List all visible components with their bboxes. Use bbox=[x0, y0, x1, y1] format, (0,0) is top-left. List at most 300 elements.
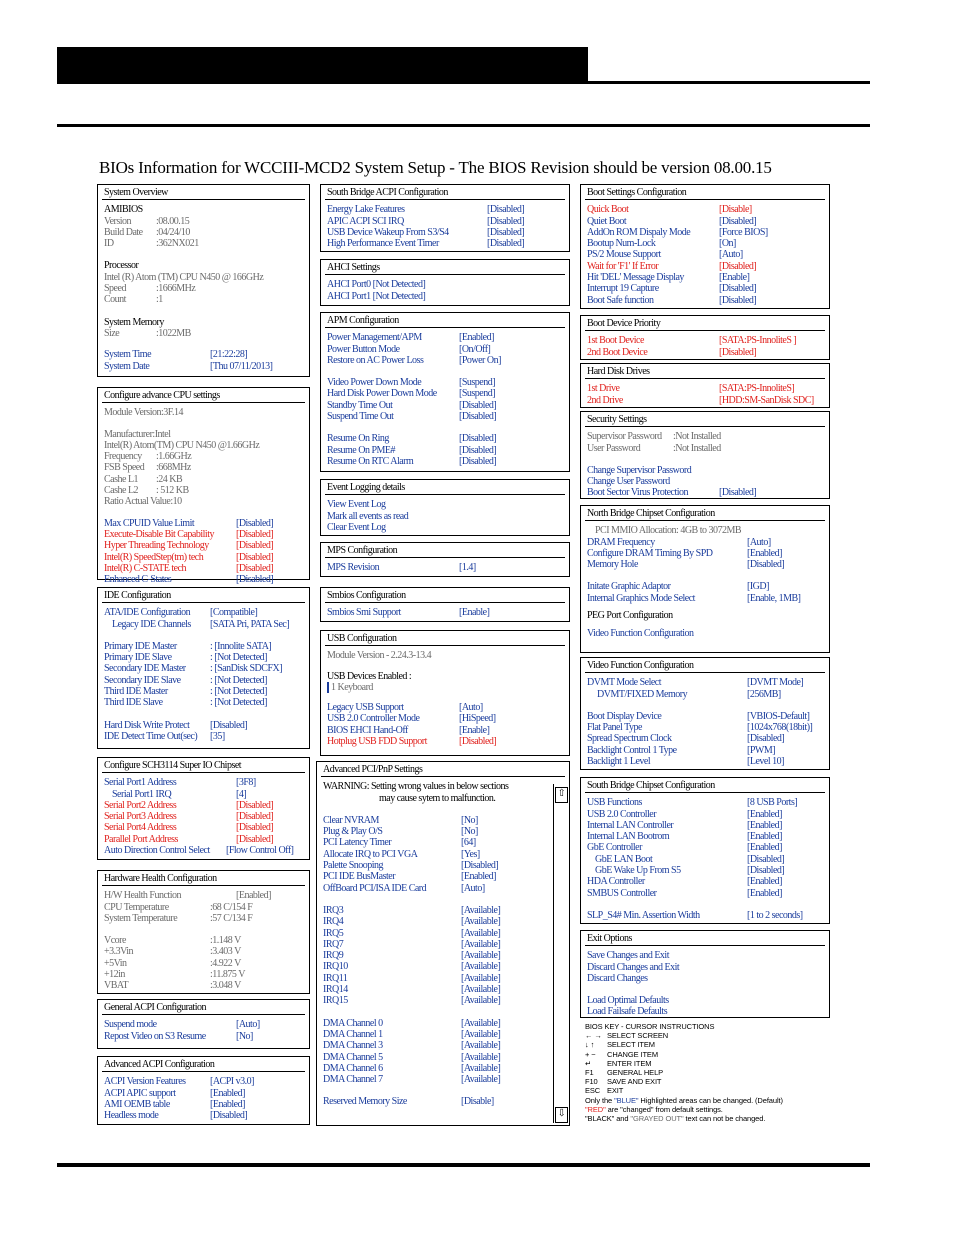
key-description: EXIT bbox=[607, 1086, 624, 1096]
sb-acpi-setting[interactable] bbox=[327, 204, 563, 215]
setting-label: Cashe L2 bbox=[104, 485, 139, 497]
setting-value: :4.922 V bbox=[210, 957, 241, 969]
setting-value: [HDD:SM-SanDisk SDC] bbox=[719, 394, 814, 406]
setting-label: +12in bbox=[104, 969, 125, 981]
smbios-smi-support[interactable] bbox=[327, 607, 563, 618]
boot-setting[interactable] bbox=[587, 238, 823, 249]
key-glyph-icon: + − bbox=[585, 1049, 596, 1059]
setting-value: : [Not Detected] bbox=[210, 674, 267, 686]
nb-graphics-setting[interactable] bbox=[587, 581, 823, 592]
sio-setting[interactable] bbox=[104, 834, 303, 845]
pci-mmio-allocation: PCI MMIO Allocation: 4GB to 3072MB bbox=[595, 525, 742, 537]
cpu-module-version: Module Version:3F.14 bbox=[104, 407, 184, 419]
setting-value: [Disabled] bbox=[719, 215, 757, 227]
load-defaults-option[interactable]: Load Optimal Defaults bbox=[587, 995, 669, 1007]
dvmt-memory[interactable] bbox=[587, 689, 823, 700]
note-red-text: "RED" bbox=[585, 1104, 606, 1114]
panel-title: APM Configuration bbox=[325, 315, 565, 328]
ide-drive[interactable] bbox=[104, 697, 303, 708]
load-defaults-option[interactable]: Load Failsafe Defaults bbox=[587, 1006, 668, 1018]
setting-label: Resume On PME# bbox=[327, 444, 395, 456]
pci-setting[interactable] bbox=[323, 826, 563, 837]
setting-label: DVMT/FIXED Memory bbox=[597, 688, 688, 700]
exit-option[interactable]: Discard Changes bbox=[587, 972, 648, 984]
pci-irq[interactable] bbox=[323, 950, 563, 961]
setting-value: [Available] bbox=[461, 1062, 501, 1074]
hard-disk-drive[interactable] bbox=[587, 395, 823, 406]
ide-drive[interactable] bbox=[104, 663, 303, 674]
setting-label: +3.3Vin bbox=[104, 946, 134, 958]
setting-value: [1.4] bbox=[459, 562, 476, 574]
note-text: Highlighted areas can be changed. (Default) bbox=[638, 1095, 783, 1105]
key-legend-row bbox=[585, 1077, 783, 1086]
pci-dma[interactable] bbox=[323, 1063, 563, 1074]
security-action[interactable]: Change User Password bbox=[587, 476, 670, 488]
ide-hd-write-protect[interactable] bbox=[104, 720, 303, 731]
exit-option[interactable]: Save Changes and Exit bbox=[587, 950, 669, 962]
event-log-action[interactable]: Mark all events as read bbox=[327, 510, 409, 522]
pci-irq[interactable] bbox=[323, 905, 563, 916]
setting-label: Plug & Play O/S bbox=[323, 826, 383, 838]
setting-value: [Disabled] bbox=[459, 433, 497, 445]
acpi-adv-setting[interactable] bbox=[104, 1099, 303, 1110]
security-action[interactable]: Change Supervisor Password bbox=[587, 464, 692, 476]
setting-value: [On] bbox=[719, 238, 736, 250]
setting-label: Suspend mode bbox=[104, 1019, 157, 1031]
ide-legacy-channels[interactable] bbox=[104, 619, 303, 630]
boot-setting[interactable] bbox=[587, 216, 823, 227]
scrollbar[interactable] bbox=[553, 784, 567, 1123]
setting-label: OffBoard PCI/ISA IDE Card bbox=[323, 882, 427, 894]
panel-title: Boot Device Priority bbox=[585, 318, 825, 331]
setting-value: [Available] bbox=[461, 916, 501, 928]
boot-device[interactable] bbox=[587, 347, 823, 358]
key-legend-row bbox=[585, 1086, 783, 1095]
setting-label: Size bbox=[104, 327, 120, 339]
setting-label: Third IDE Master bbox=[104, 686, 168, 698]
setting-value: [Enabled] bbox=[747, 831, 782, 843]
setting-value: [Force BIOS] bbox=[719, 226, 768, 238]
nb-setting[interactable] bbox=[587, 559, 823, 570]
setting-value: [Disabled] bbox=[459, 411, 497, 423]
sio-setting[interactable] bbox=[104, 811, 303, 822]
video-setting[interactable] bbox=[587, 733, 823, 744]
setting-value: [SATA:PS-InnoliteS ] bbox=[719, 335, 797, 347]
scroll-down-arrow-icon[interactable]: ⇩ bbox=[555, 1107, 568, 1123]
setting-value: [Disabled] bbox=[747, 853, 785, 865]
pci-dma[interactable] bbox=[323, 1029, 563, 1040]
setting-value: [Disabled] bbox=[236, 822, 274, 834]
ide-detect-timeout[interactable] bbox=[104, 731, 303, 742]
panel-smbios bbox=[320, 587, 570, 622]
panel-boot-device-priority bbox=[580, 315, 830, 360]
setting-value: [Disable] bbox=[461, 1096, 494, 1108]
panel-title: Configure advance CPU settings bbox=[102, 390, 305, 403]
key-glyph-icon: ↓ ↑ bbox=[585, 1040, 595, 1050]
sio-setting[interactable] bbox=[104, 777, 303, 788]
boot-setting[interactable] bbox=[587, 261, 823, 272]
cpu-setting[interactable] bbox=[104, 563, 303, 574]
setting-value: [Disabled] bbox=[487, 238, 525, 250]
setting-label: Supervisor Password bbox=[587, 431, 662, 443]
pci-irq[interactable] bbox=[323, 928, 563, 939]
setting-label: Spread Spectrum Clock bbox=[587, 733, 672, 745]
setting-label: USB 2.0 Controller bbox=[587, 808, 657, 820]
setting-label: Boot Safe function bbox=[587, 294, 654, 306]
sb-chipset-setting[interactable] bbox=[587, 809, 823, 820]
bios-version bbox=[104, 216, 303, 227]
event-log-action[interactable]: View Event Log bbox=[327, 499, 386, 511]
amibios-heading: AMIBIOS bbox=[104, 204, 143, 216]
setting-value: [Available] bbox=[461, 1040, 501, 1052]
acpi-setting[interactable] bbox=[104, 1019, 303, 1030]
ide-drive[interactable] bbox=[104, 675, 303, 686]
setting-label: USB Device Wakeup From S3/S4 bbox=[327, 226, 449, 238]
setting-value: [Disabled] bbox=[719, 346, 757, 358]
setting-value: :11.875 V bbox=[210, 969, 245, 981]
panel-title: Exit Options bbox=[585, 933, 825, 946]
pci-setting[interactable] bbox=[323, 883, 563, 894]
pci-irq[interactable] bbox=[323, 984, 563, 995]
sb-chipset-setting[interactable] bbox=[587, 854, 823, 865]
pci-setting[interactable] bbox=[323, 815, 563, 826]
sb-chipset-setting[interactable] bbox=[587, 842, 823, 853]
setting-value: :362NX021 bbox=[156, 238, 199, 250]
mps-revision[interactable] bbox=[327, 562, 563, 573]
setting-label: Wait for 'F1' If Error bbox=[587, 260, 659, 272]
sb-acpi-setting[interactable] bbox=[327, 238, 563, 249]
setting-label: AMI OEMB table bbox=[104, 1098, 170, 1110]
setting-value: [No] bbox=[461, 814, 478, 826]
setting-value: [256MB] bbox=[747, 688, 781, 700]
setting-label: FSB Speed bbox=[104, 462, 145, 474]
key-legend-row bbox=[585, 1068, 783, 1077]
sb-chipset-setting[interactable] bbox=[587, 831, 823, 842]
key-note-black bbox=[585, 1114, 783, 1123]
setting-label: Headless mode bbox=[104, 1110, 159, 1122]
setting-value: : [Not Detected] bbox=[210, 652, 267, 664]
panel-title: Security Settings bbox=[585, 414, 825, 427]
setting-value: :1 bbox=[156, 294, 163, 306]
apm-resume-setting[interactable] bbox=[327, 433, 563, 444]
boot-setting[interactable] bbox=[587, 283, 823, 294]
setting-label: Memory Hole bbox=[587, 559, 638, 571]
setting-value: [Disabled] bbox=[719, 260, 757, 272]
apm-setting[interactable] bbox=[327, 344, 563, 355]
hw-voltage bbox=[104, 969, 303, 980]
exit-option[interactable]: Discard Changes and Exit bbox=[587, 961, 680, 973]
sb-acpi-setting[interactable] bbox=[327, 216, 563, 227]
ide-drive[interactable] bbox=[104, 641, 303, 652]
setting-label: Configure DRAM Timing By SPD bbox=[587, 547, 713, 559]
key-description: SELECT ITEM bbox=[607, 1040, 655, 1050]
sb-chipset-setting[interactable] bbox=[587, 797, 823, 808]
pci-setting[interactable] bbox=[323, 837, 563, 848]
header-bar bbox=[57, 47, 588, 81]
key-legend-row bbox=[585, 1031, 783, 1040]
setting-value: [Auto] bbox=[459, 702, 483, 714]
apm-setting[interactable] bbox=[327, 400, 563, 411]
sb-chipset-setting[interactable] bbox=[587, 876, 823, 887]
pci-reserved-memory[interactable] bbox=[323, 1096, 563, 1107]
boot-setting[interactable] bbox=[587, 227, 823, 238]
setting-label: BIOS EHCI Hand-Off bbox=[327, 724, 408, 736]
pci-irq[interactable] bbox=[323, 995, 563, 1006]
panel-ahci bbox=[320, 259, 570, 306]
peg-port-configuration[interactable]: PEG Port Configuration bbox=[587, 610, 673, 622]
setting-label: DMA Channel 5 bbox=[323, 1051, 383, 1063]
setting-value: [Disabled] bbox=[459, 444, 497, 456]
setting-value: [Level 10] bbox=[747, 756, 784, 768]
usb-setting[interactable] bbox=[327, 713, 563, 724]
setting-label: Secondary IDE Slave bbox=[104, 674, 181, 686]
key-description: SAVE AND EXIT bbox=[607, 1077, 662, 1087]
note-blue-text: "BLUE" bbox=[614, 1095, 639, 1105]
processor-speed bbox=[104, 283, 303, 294]
setting-value: [Disabled] bbox=[210, 1110, 248, 1122]
video-setting[interactable] bbox=[587, 756, 823, 767]
ide-ata-config[interactable] bbox=[104, 607, 303, 618]
setting-label: PCI IDE BusMaster bbox=[323, 871, 396, 883]
setting-label: Internal LAN Controller bbox=[587, 819, 674, 831]
processor-heading: Processor bbox=[104, 260, 139, 272]
acpi-setting[interactable] bbox=[104, 1031, 303, 1042]
setting-label: 2nd Drive bbox=[587, 394, 623, 406]
setting-value: [On/Off] bbox=[459, 343, 491, 355]
setting-label: Intel(R) SpeedStep(tm) tech bbox=[104, 551, 204, 563]
setting-label: Initate Graphic Adaptor bbox=[587, 581, 671, 593]
pci-irq[interactable] bbox=[323, 961, 563, 972]
pci-dma[interactable] bbox=[323, 1018, 563, 1029]
sio-auto-direction[interactable] bbox=[104, 845, 303, 856]
ide-drive[interactable] bbox=[104, 686, 303, 697]
apm-setting[interactable] bbox=[327, 411, 563, 422]
sb-chipset-setting[interactable] bbox=[587, 888, 823, 899]
apm-setting[interactable] bbox=[327, 388, 563, 399]
setting-label: Serial Port2 Address bbox=[104, 799, 177, 811]
setting-label: 1st Drive bbox=[587, 383, 620, 395]
apm-resume-setting[interactable] bbox=[327, 445, 563, 456]
apm-setting[interactable] bbox=[327, 355, 563, 366]
cpu-cache-l1 bbox=[104, 474, 303, 485]
setting-label: Serial Port4 Address bbox=[104, 822, 177, 834]
user-password-status bbox=[587, 443, 823, 454]
panel-boot-settings bbox=[580, 184, 830, 309]
setting-value: [Disabled] bbox=[747, 865, 785, 877]
hard-disk-drive[interactable] bbox=[587, 383, 823, 394]
usb-setting[interactable] bbox=[327, 736, 563, 747]
apm-resume-setting[interactable] bbox=[327, 456, 563, 467]
sio-setting[interactable] bbox=[104, 800, 303, 811]
sb-acpi-setting[interactable] bbox=[327, 227, 563, 238]
usb-setting[interactable] bbox=[327, 702, 563, 713]
nb-graphics-setting[interactable] bbox=[587, 593, 823, 604]
setting-value: [No] bbox=[236, 1030, 253, 1042]
setting-label: IRQ15 bbox=[323, 995, 348, 1007]
panel-title: IDE Configuration bbox=[102, 590, 305, 603]
setting-label: User Password bbox=[587, 442, 641, 454]
panel-title: Video Function Configuration bbox=[585, 660, 825, 673]
key-note-red bbox=[585, 1105, 783, 1114]
boot-setting[interactable] bbox=[587, 295, 823, 306]
setting-value: [Available] bbox=[461, 1074, 501, 1086]
setting-value: [Auto] bbox=[461, 882, 485, 894]
setting-label: APIC ACPI SCI IRQ bbox=[327, 215, 404, 227]
setting-label: ACPI APIC support bbox=[104, 1087, 176, 1099]
setting-value: [Disabled] bbox=[487, 215, 525, 227]
setting-label: Enhanced C-States bbox=[104, 574, 172, 586]
setting-label: Serial Port1 IRQ bbox=[112, 788, 172, 800]
cpu-manufacturer: Manufacturer:Intel bbox=[104, 428, 171, 440]
setting-value: [4] bbox=[236, 788, 247, 800]
acpi-adv-setting[interactable] bbox=[104, 1076, 303, 1087]
setting-value: [3F8] bbox=[236, 777, 256, 789]
sb-chipset-setting[interactable] bbox=[587, 820, 823, 831]
setting-label: System Time bbox=[104, 349, 152, 361]
setting-label: GbE Wake Up From S5 bbox=[595, 865, 681, 877]
nb-setting[interactable] bbox=[587, 548, 823, 559]
setting-label: IRQ10 bbox=[323, 961, 348, 973]
nb-setting[interactable] bbox=[587, 537, 823, 548]
setting-label: Hyper Threading Technology bbox=[104, 540, 209, 552]
pci-irq[interactable] bbox=[323, 916, 563, 927]
setting-label: Third IDE Slave bbox=[104, 697, 163, 709]
boot-setting[interactable] bbox=[587, 249, 823, 260]
apm-setting[interactable] bbox=[327, 332, 563, 343]
setting-label: Interrupt 19 Capture bbox=[587, 283, 659, 295]
pci-setting[interactable] bbox=[323, 849, 563, 860]
ide-drive[interactable] bbox=[104, 652, 303, 663]
panel-sch3114 bbox=[97, 757, 310, 860]
setting-value: [Disabled] bbox=[236, 799, 274, 811]
video-function-link[interactable]: Video Function Configuration bbox=[587, 628, 694, 640]
pci-dma[interactable] bbox=[323, 1052, 563, 1063]
pci-dma[interactable] bbox=[323, 1074, 563, 1085]
setting-value: [Disabled] bbox=[236, 551, 274, 563]
boot-sector-virus-protection[interactable] bbox=[587, 487, 823, 498]
cpu-setting[interactable] bbox=[104, 540, 303, 551]
setting-value: [Disabled] bbox=[236, 517, 274, 529]
panel-title: System Overview bbox=[102, 187, 305, 200]
setting-value: [Disabled] bbox=[236, 528, 274, 540]
setting-value: [Disabled] bbox=[719, 294, 757, 306]
event-log-action[interactable]: Clear Event Log bbox=[327, 521, 386, 533]
sio-setting[interactable] bbox=[104, 822, 303, 833]
setting-value: :08.00.15 bbox=[156, 215, 190, 227]
panel-title: Configure SCH3114 Super IO Chipset bbox=[102, 760, 305, 773]
hw-voltage bbox=[104, 935, 303, 946]
setting-label: Version bbox=[104, 215, 132, 227]
ahci-port[interactable]: AHCI Port1 [Not Detected] bbox=[327, 290, 426, 302]
setting-label: IRQ3 bbox=[323, 904, 344, 916]
pci-warning: may cause sytem to malfunction. bbox=[379, 792, 496, 804]
video-setting[interactable] bbox=[587, 711, 823, 722]
setting-value: [ACPI v3.0] bbox=[210, 1076, 254, 1088]
setting-label: USB Functions bbox=[587, 797, 642, 809]
setting-value: [Suspend] bbox=[459, 377, 496, 389]
pci-dma[interactable] bbox=[323, 1040, 563, 1051]
hw-voltage bbox=[104, 958, 303, 969]
boot-setting[interactable] bbox=[587, 272, 823, 283]
panel-apm bbox=[320, 312, 570, 472]
setting-label: Auto Direction Control Select bbox=[104, 845, 210, 857]
setting-label: PS/2 Mouse Support bbox=[587, 249, 661, 261]
cpu-setting[interactable] bbox=[104, 552, 303, 563]
header-rule bbox=[57, 81, 870, 84]
setting-label: DMA Channel 7 bbox=[323, 1074, 383, 1086]
setting-label: DRAM Frequency bbox=[587, 536, 655, 548]
setting-value: :1022MB bbox=[156, 327, 191, 339]
apm-setting[interactable] bbox=[327, 377, 563, 388]
setting-label: Flat Panel Type bbox=[587, 722, 642, 734]
setting-value: [35] bbox=[210, 730, 225, 742]
video-setting[interactable] bbox=[587, 745, 823, 756]
setting-label: Boot Sector Virus Protection bbox=[587, 487, 689, 499]
setting-label: IRQ9 bbox=[323, 950, 344, 962]
setting-label: Standby Time Out bbox=[327, 399, 393, 411]
usb-setting[interactable] bbox=[327, 725, 563, 736]
video-setting[interactable] bbox=[587, 722, 823, 733]
setting-label: System Temperature bbox=[104, 912, 178, 924]
pci-setting[interactable] bbox=[323, 860, 563, 871]
pci-irq[interactable] bbox=[323, 939, 563, 950]
hw-reading bbox=[104, 913, 303, 924]
panel-usb bbox=[320, 630, 570, 756]
system-date[interactable] bbox=[104, 361, 303, 372]
note-text: "BLACK" and bbox=[585, 1114, 631, 1124]
sio-setting[interactable] bbox=[104, 789, 303, 800]
setting-label: +5Vin bbox=[104, 957, 127, 969]
acpi-adv-setting[interactable] bbox=[104, 1110, 303, 1121]
setting-label: DMA Channel 1 bbox=[323, 1028, 383, 1040]
setting-label: IRQ14 bbox=[323, 984, 348, 996]
pci-irq[interactable] bbox=[323, 973, 563, 984]
panel-advanced-acpi bbox=[97, 1056, 310, 1125]
boot-setting[interactable] bbox=[587, 204, 823, 215]
setting-value: [Disabled] bbox=[236, 833, 274, 845]
pci-setting[interactable] bbox=[323, 871, 563, 882]
setting-value: [64] bbox=[461, 837, 476, 849]
setting-label: Primary IDE Master bbox=[104, 640, 177, 652]
dvmt-mode-select[interactable] bbox=[587, 677, 823, 688]
header-rule-2 bbox=[57, 124, 870, 127]
setting-label: Count bbox=[104, 294, 126, 306]
slp-s4-assertion-width[interactable] bbox=[587, 910, 823, 921]
ahci-port[interactable]: AHCI Port0 [Not Detected] bbox=[327, 279, 426, 291]
scroll-up-arrow-icon[interactable]: ⇧ bbox=[555, 787, 568, 803]
key-glyph-icon: F1 bbox=[585, 1068, 594, 1078]
setting-label: IRQ11 bbox=[323, 972, 348, 984]
acpi-adv-setting[interactable] bbox=[104, 1088, 303, 1099]
setting-label: Speed bbox=[104, 283, 126, 295]
setting-value: [Power On] bbox=[459, 354, 501, 366]
setting-label: DMA Channel 3 bbox=[323, 1040, 383, 1052]
cpu-setting[interactable] bbox=[104, 518, 303, 529]
setting-value: [Disabled] bbox=[719, 283, 757, 295]
cpu-setting[interactable] bbox=[104, 529, 303, 540]
hw-reading bbox=[104, 890, 303, 901]
cpu-setting[interactable] bbox=[104, 574, 303, 585]
sb-chipset-setting[interactable] bbox=[587, 865, 823, 876]
boot-device[interactable] bbox=[587, 335, 823, 346]
setting-value: [Available] bbox=[461, 938, 501, 950]
cpu-cache-l2 bbox=[104, 485, 303, 496]
system-time[interactable] bbox=[104, 349, 303, 360]
setting-label: Hit 'DEL' Message Display bbox=[587, 272, 684, 284]
setting-value: :68 C/154 F bbox=[210, 901, 253, 913]
setting-value: :1.148 V bbox=[210, 935, 241, 947]
note-text: Only the bbox=[585, 1095, 615, 1105]
